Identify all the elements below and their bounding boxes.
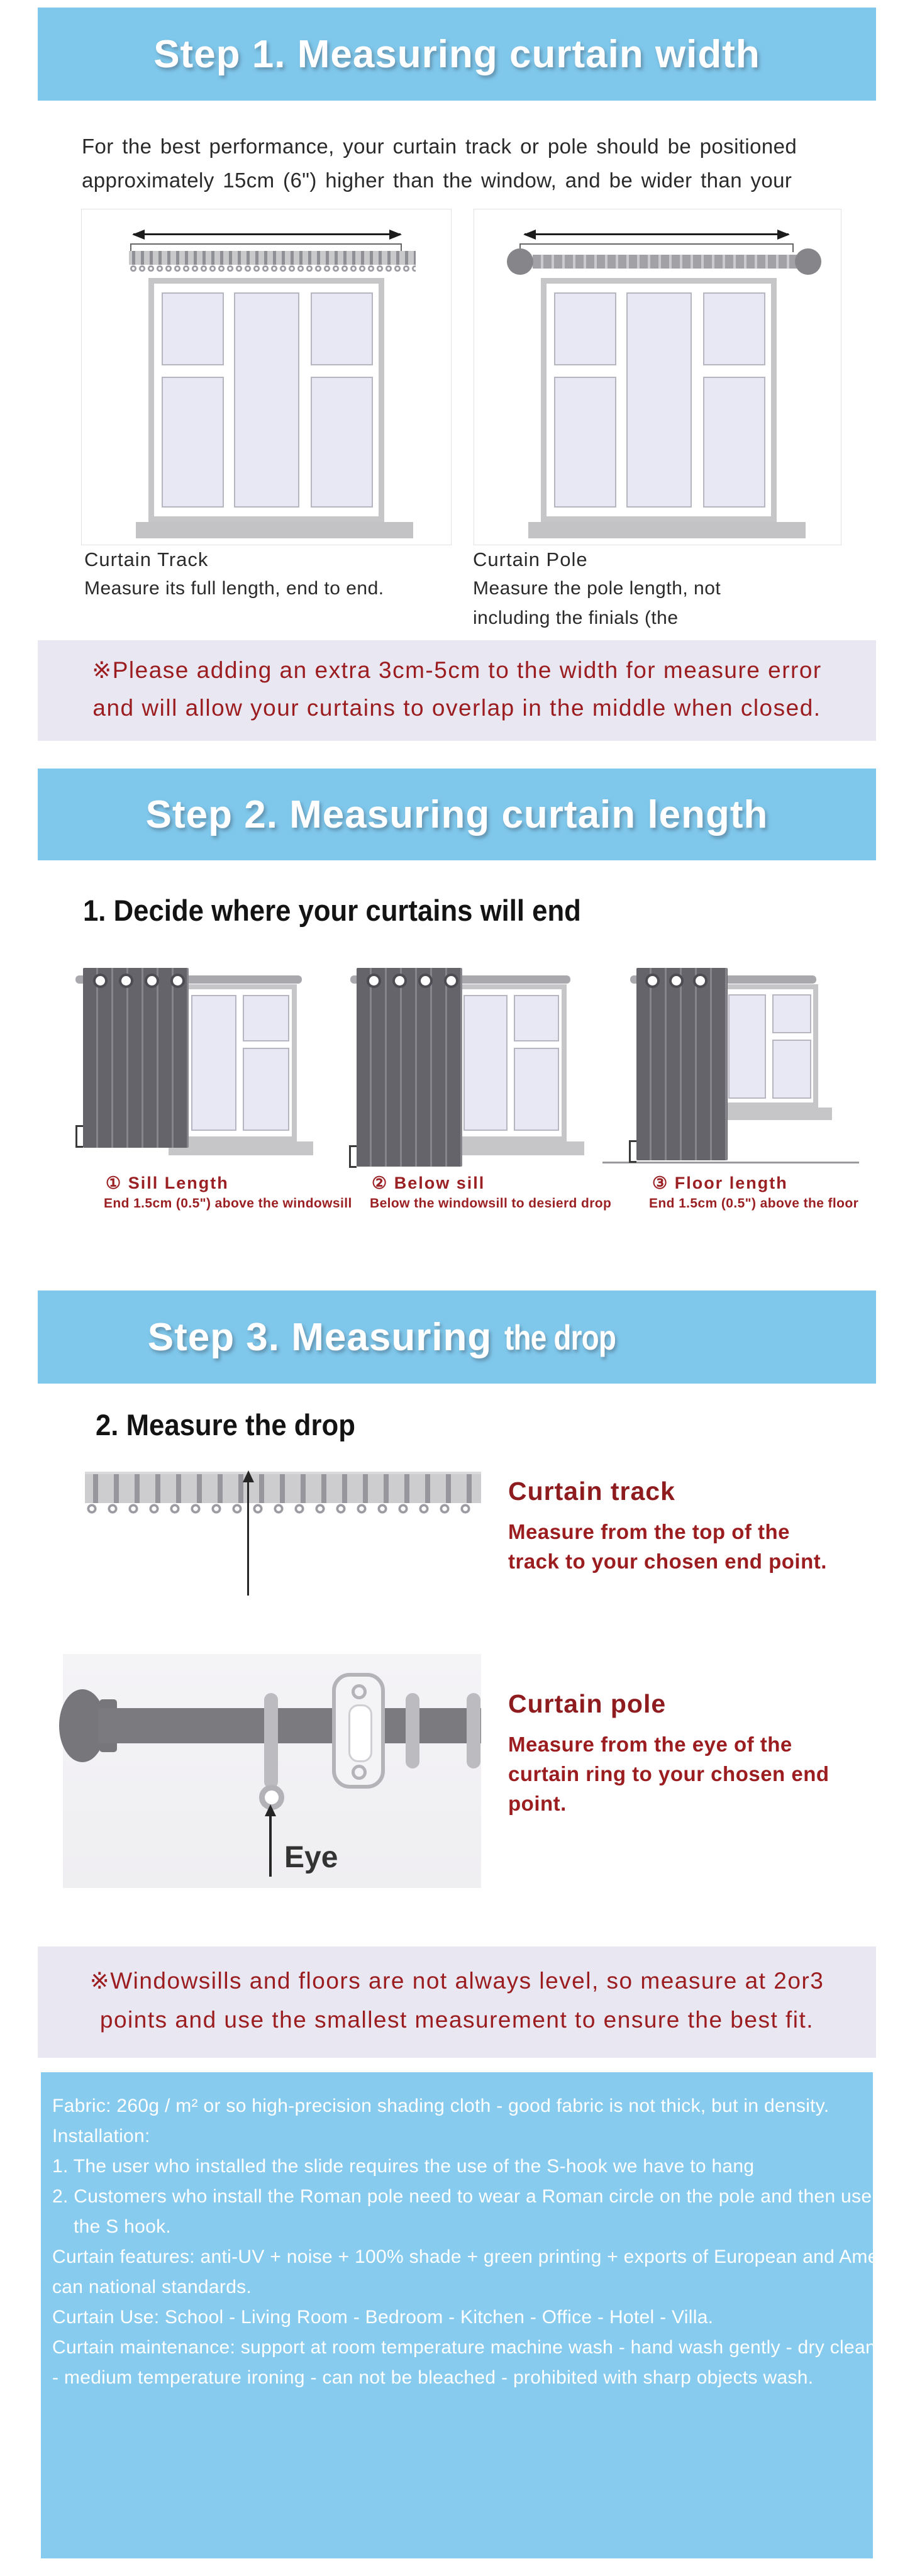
measure-bracket-icon [519, 243, 794, 252]
info-line: 1. The user who installed the slide requires the use of the S-hook we have to hang [52, 2156, 755, 2177]
eye-arrow-icon [269, 1815, 272, 1877]
grommet-icon [444, 974, 458, 988]
window-sill [136, 522, 413, 538]
track-drop-line: Measure from the top of the [508, 1520, 791, 1543]
note-line: and will allow your curtains to overlap in the middle when closed. [92, 695, 821, 721]
window-pane [191, 995, 236, 1131]
window-pane [162, 292, 224, 365]
pole-bar [98, 1708, 481, 1743]
pole-drop-line: point. [508, 1792, 567, 1815]
info-line: the S hook. [74, 2216, 172, 2237]
step1-banner [38, 8, 876, 101]
curtain-pole-illustration [533, 255, 797, 269]
grommet-icon [93, 974, 108, 988]
pole-finial-icon [795, 248, 821, 275]
window-pane [234, 292, 299, 508]
window-pane [772, 1040, 811, 1099]
track-hook-eyelets [85, 1503, 481, 1517]
pole-caption-title: Curtain Pole [473, 548, 588, 570]
note-line: points and use the smallest measurement to ensure the best fit. [99, 2007, 814, 2033]
grommet-icon [367, 974, 381, 988]
grommet-icon [170, 974, 185, 988]
option-subtitle: End 1.5cm (0.5") above the floor [649, 1196, 859, 1211]
window-pane [554, 377, 616, 508]
window-pane [554, 292, 616, 365]
info-line: 2. Customers who install the Roman pole need to wear a Roman circle on the pole and then use [52, 2186, 872, 2207]
pole-finial-icon [507, 248, 533, 275]
option-title: ③ Floor length [652, 1174, 788, 1192]
pole-caption-line: including the finials (the [473, 608, 679, 628]
pole-drop-title: Curtain pole [508, 1689, 667, 1718]
window-sill [441, 1141, 584, 1155]
grommet-icon [693, 974, 707, 988]
step3-banner [38, 1291, 876, 1384]
window-pane [703, 292, 765, 365]
track-caption-title: Curtain Track [84, 548, 209, 570]
floor-line [602, 1162, 859, 1163]
step2-banner [38, 769, 876, 860]
option-title: ② Below sill [372, 1174, 486, 1192]
grommet-icon [119, 974, 133, 988]
option-subtitle: Below the windowsill to desierd drop [370, 1196, 612, 1211]
intro-line: For the best performance, your curtain track or pole should be positioned [82, 135, 797, 158]
option-subtitle: End 1.5cm (0.5") above the windowsill [104, 1196, 352, 1211]
product-info-box [41, 2072, 902, 2558]
curtain-ring [406, 1693, 419, 1768]
grommet-icon [145, 974, 159, 988]
drop-arrow-icon [247, 1481, 249, 1596]
pole-drop-body [508, 1729, 830, 1818]
wall-bracket [332, 1673, 385, 1789]
intro-paragraph [82, 130, 797, 197]
step2-banner-title: Step 2. Measuring curtain length [145, 792, 769, 836]
curtain-pole-diagram [474, 209, 841, 545]
window-frame [541, 278, 777, 522]
info-line: Fabric: 260g / m² or so high-precision shading cloth - good fabric is not thick, but in density. [52, 2096, 830, 2116]
curtain-track-illustration [129, 251, 416, 265]
window-frame [148, 278, 384, 522]
info-line: Curtain Use: School - Living Room - Bedroom - Kitchen - Office - Hotel - Villa. [52, 2307, 714, 2328]
grommet-icon [645, 974, 660, 988]
width-arrow-icon [524, 233, 789, 235]
curtain-track-diagram [81, 209, 452, 545]
window-frame [719, 984, 818, 1108]
window-pane [514, 995, 559, 1041]
info-line: Installation: [52, 2126, 150, 2146]
note-line: ※Windowsills and floors are not always level, so measure at 2or3 [89, 1968, 824, 1994]
pole-drop-line: curtain ring to your chosen end [508, 1762, 830, 1785]
measure-end-mark [629, 1140, 636, 1163]
window-sill [169, 1141, 313, 1155]
window-pane [243, 995, 289, 1041]
note-line: ※Please adding an extra 3cm-5cm to the width for measure error [92, 657, 822, 683]
window-pane [514, 1048, 559, 1131]
step3-banner-subtitle: the drop [504, 1317, 616, 1357]
window-pane [162, 377, 224, 508]
track-drop-title: Curtain track [508, 1477, 675, 1506]
window-pane [626, 292, 692, 508]
info-line: Curtain maintenance: support at room temperature machine wash - hand wash gently - dry cleaning [52, 2337, 902, 2358]
option-title: ① Sill Length [106, 1174, 229, 1192]
intro-line: approximately 15cm (6") higher than the window, and be wider than your [82, 169, 792, 192]
step2-heading: 1. Decide where your curtains will end [83, 894, 581, 927]
step3-banner-title: Step 3. Measuring [147, 1315, 492, 1359]
curtain-panel [83, 968, 189, 1148]
eye-label: Eye [284, 1841, 338, 1874]
window-pane [772, 994, 811, 1033]
window-pane [703, 377, 765, 508]
level-warning-note [38, 1946, 876, 2058]
info-line: can national standards. [52, 2277, 252, 2297]
bracket-screw-icon [352, 1684, 367, 1699]
measure-end-mark [349, 1145, 357, 1168]
grommet-icon [669, 974, 684, 988]
step3-heading: 2. Measure the drop [96, 1408, 355, 1441]
width-arrow-icon [133, 233, 401, 235]
grommet-icon [392, 974, 407, 988]
width-warning-note [38, 640, 876, 741]
window-pane [243, 1048, 289, 1131]
measure-end-mark [75, 1125, 83, 1148]
grommet-icon [418, 974, 433, 988]
curtain-ring [264, 1693, 278, 1789]
curtain-panel [636, 968, 728, 1160]
track-hook-eyelets [129, 265, 416, 274]
info-line: - medium temperature ironing - can not be bleached - prohibited with sharp objects wash. [52, 2367, 814, 2388]
window-sill [528, 522, 806, 538]
info-line: Curtain features: anti-UV + noise + 100% shade + green printing + exports of European and Ameri- [52, 2246, 896, 2267]
window-frame [181, 984, 297, 1141]
track-drop-body [508, 1517, 827, 1576]
window-pane [311, 377, 373, 508]
window-frame [453, 984, 567, 1141]
pole-caption-body [473, 574, 721, 633]
pole-drop-line: Measure from the eye of the [508, 1733, 792, 1756]
window-pane [728, 994, 766, 1099]
curtain-panel [357, 968, 462, 1167]
track-drop-line: track to your chosen end point. [508, 1550, 827, 1573]
curtain-ring [467, 1693, 480, 1768]
bracket-slot [348, 1704, 372, 1762]
window-pane [311, 292, 373, 365]
window-pane [463, 995, 508, 1131]
curtain-pole-illustration [63, 1654, 481, 1888]
bracket-screw-icon [352, 1765, 367, 1780]
pole-caption-line: Measure the pole length, not [473, 578, 721, 599]
track-caption-body: Measure its full length, end to end. [84, 578, 384, 599]
curtain-track-illustration [85, 1472, 481, 1503]
window-sill [709, 1108, 832, 1120]
step1-banner-title: Step 1. Measuring curtain width [153, 32, 760, 76]
